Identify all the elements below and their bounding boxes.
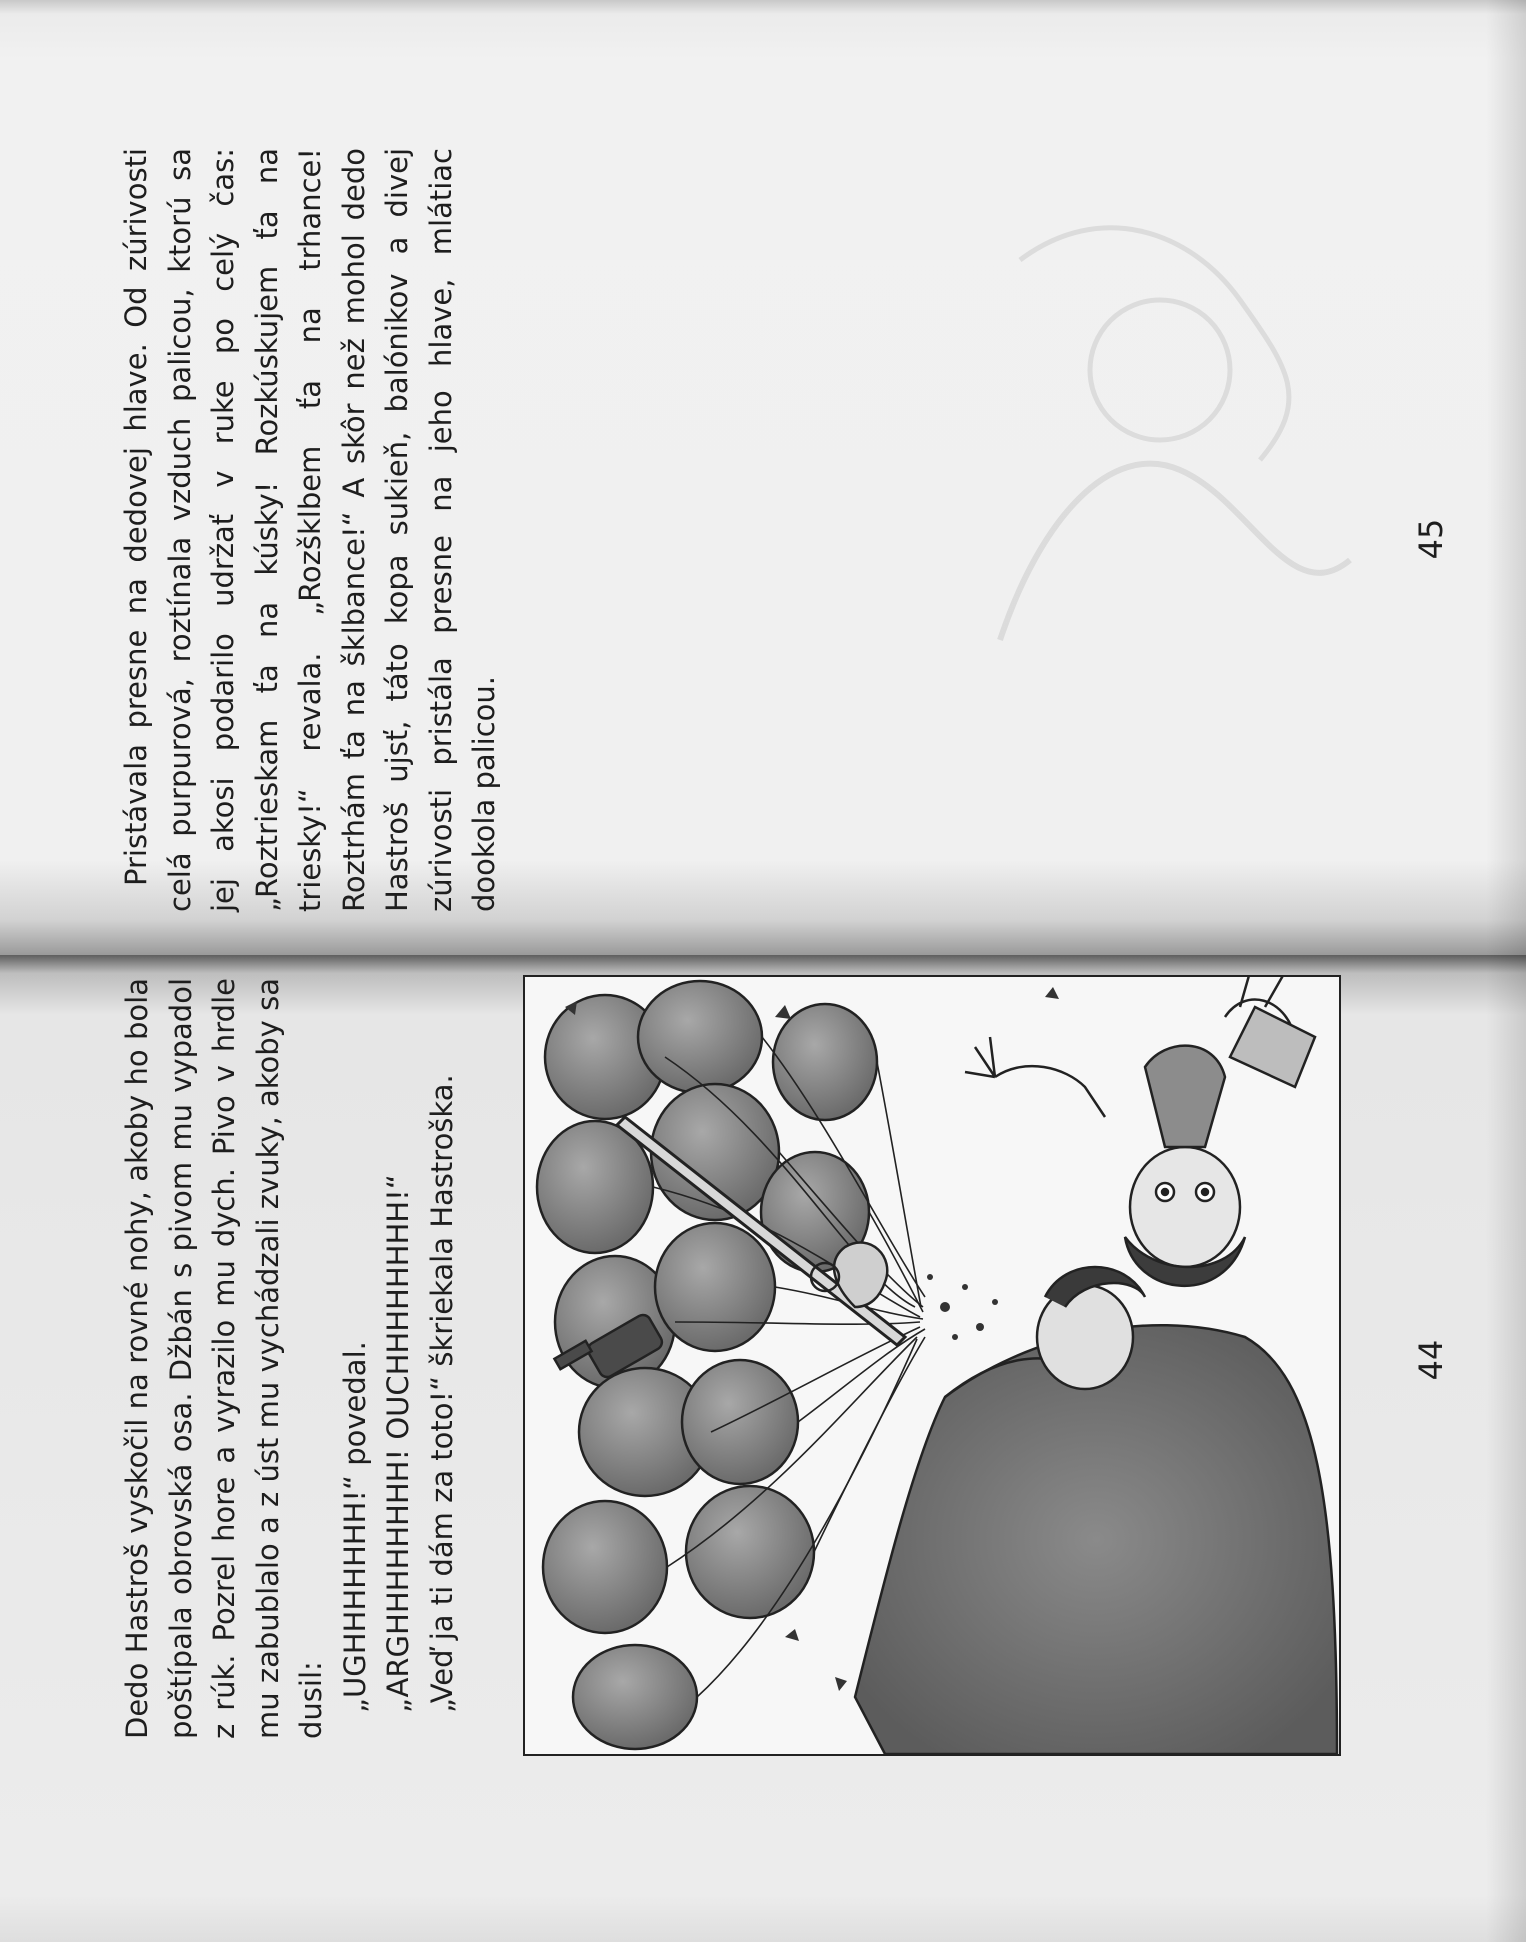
balloons: [537, 981, 877, 1749]
text-page-45: [115, 148, 545, 912]
paragraph: Pristávala presne na dedovej hlave. Od zúrivosti celá purpurová, roztínala vzduch palicou, ktorú sa jej akosi podarilo udržať v ruke po celý čas: „Roztrieskam ťa na kúsky! Rozkúskujem ťa na triesky!“ revala. „Rozšklbem ťa na trhance! Roztrhám ťa na šklbance!“ A skôr než mohol dedo Hastroš ujsť, táto kopa sukieň, balónikov a divej zúrivosti pristála presne na jeho hlave, mlátiac dookola palicou.: [119, 148, 501, 912]
illustration-balloons-scene: [523, 975, 1341, 1756]
paragraph: „Veď ja ti dám za toto!“ škriekala Hastroška.: [424, 1074, 459, 1713]
show-through-illustration: [960, 140, 1380, 700]
page-number: 45: [1412, 518, 1450, 560]
page-right-45: [0, 0, 1526, 955]
paragraph: „ARGHHHHHHHH! OUCHHHHHHHH!“: [381, 1174, 415, 1713]
paragraph: Dedo Hastroš vyskočil na rovné nohy, akoby ho bola poštípala obrovská osa. Džbán s pivom mu vypadol z rúk. Pozrel hore a vyrazilo mu dych. Pivo v hrdle mu zabublalo a z úst mu vychádzali zvuky, akoby sa dusil:: [120, 978, 328, 1739]
balloons-drawing: [525, 977, 1339, 1754]
dress-and-woman: [855, 1267, 1337, 1754]
paragraph: „UGHHHHHHH!“ povedal.: [337, 1341, 372, 1713]
page-number: 44: [1412, 1339, 1450, 1381]
page-edge-shadow: [1486, 0, 1526, 955]
page-edge-shadow: [1486, 955, 1526, 1942]
flying-hat: [1230, 1007, 1315, 1087]
text-page-44: [116, 978, 496, 1739]
